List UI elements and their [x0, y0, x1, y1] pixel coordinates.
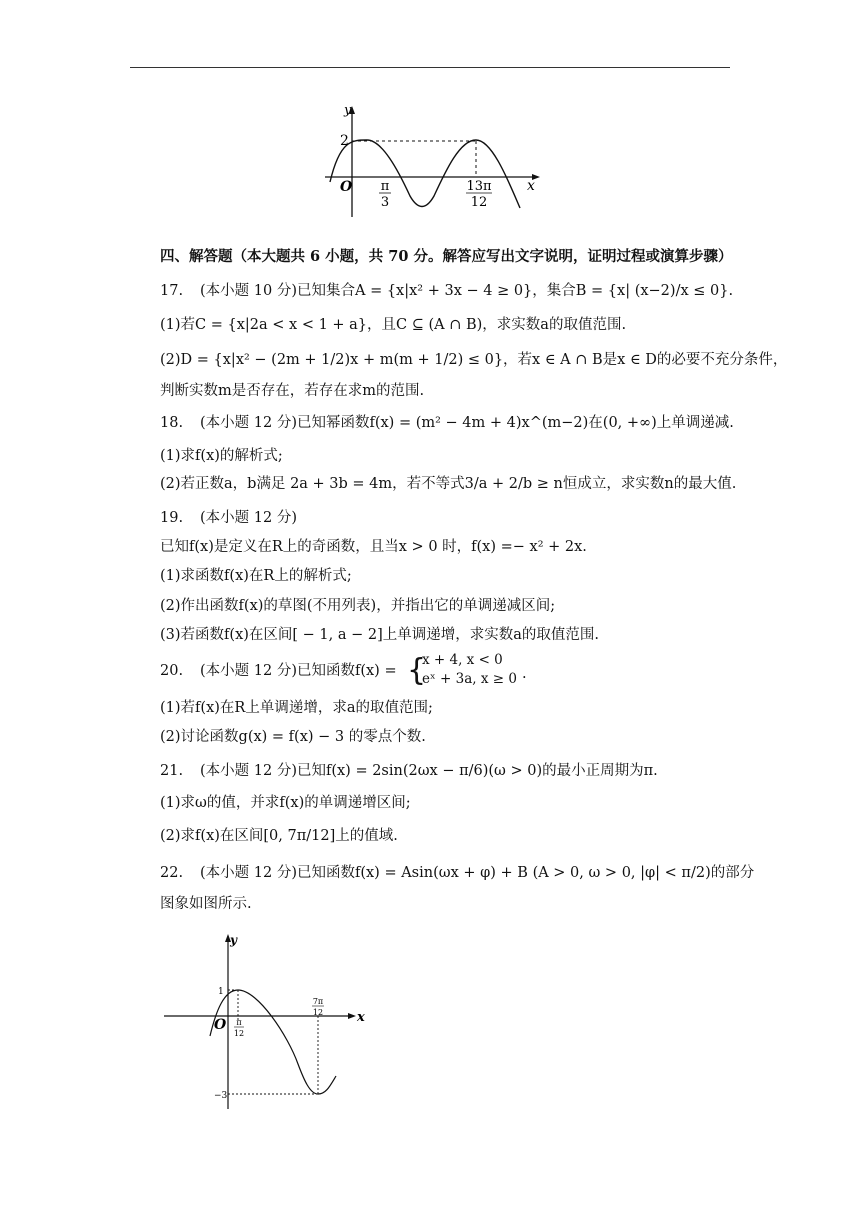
q22-number: 22.: [160, 865, 184, 881]
q22-stem-line: [160, 863, 754, 883]
graph1-x-tick2-num: 13π: [466, 179, 492, 194]
graph2-x-tick1-den: 12: [233, 1029, 245, 1038]
q18-part1: (1)求f(x)的解析式;: [160, 448, 283, 464]
graph2-y-label: y: [230, 933, 237, 947]
q20-stem: (本小题 12 分)已知函数f(x) =: [200, 663, 397, 679]
q21-stem: (本小题 12 分)已知f(x) = 2sin(2ωx − π/6)(ω > 0)的最小正周期为π.: [200, 763, 658, 779]
q20-end-period: .: [522, 666, 527, 682]
graph2-x-tick2-den: 12: [312, 1008, 324, 1017]
graph1-y-tick: 2: [340, 133, 349, 149]
graph1-origin: O: [340, 179, 353, 195]
q21-part1: (1)求ω的值，并求f(x)的单调递增区间;: [160, 795, 411, 811]
graph-sine-1: [310, 100, 550, 220]
q21-part2: (2)求f(x)在区间[0, 7π/12]上的值域.: [160, 828, 398, 844]
q19-given: 已知f(x)是定义在R上的奇函数，且当x > 0 时，f(x) =− x² + 2x.: [160, 539, 587, 555]
graph2-x-tick1-num: π: [236, 1018, 242, 1027]
q20-case1: x + 4, x < 0: [422, 652, 503, 668]
q21-stem-line: [160, 761, 658, 781]
q22-stem: (本小题 12 分)已知函数f(x) = Asin(ωx + φ) + B (A > 0, ω > 0, |φ| < π/2)的部分: [200, 865, 755, 881]
graph2-x-label: x: [357, 1010, 365, 1025]
q19-number: 19.: [160, 510, 184, 526]
q19-part1: (1)求函数f(x)在R上的解析式;: [160, 568, 352, 584]
q20-brace: {: [407, 653, 427, 688]
graph2-y-tick-top: 1: [218, 987, 224, 997]
graph2-origin: O: [214, 1017, 227, 1033]
graph1-x-label: x: [527, 178, 535, 194]
q18-stem-line: [160, 413, 734, 433]
header-rule: [130, 67, 730, 68]
q17-part2-cont: 判断实数m是否存在，若存在求m的范围.: [160, 383, 425, 399]
q18-stem: (本小题 12 分)已知幂函数f(x) = (m² − 4m + 4)x^(m−2)在(0, +∞)上单调递减.: [200, 415, 734, 431]
q19-stem: (本小题 12 分): [200, 510, 297, 526]
q17-part2: (2)D = {x|x² − (2m + 1/2)x + m(m + 1/2) ≤ 0}，若x ∈ A ∩ B是x ∈ D的必要不充分条件，: [160, 352, 788, 368]
q20-case2: eˣ + 3a, x ≥ 0: [422, 671, 517, 687]
q20-part1: (1)若f(x)在R上单调递增，求a的取值范围;: [160, 700, 433, 716]
graph2-x-tick2-num: 7π: [312, 997, 324, 1006]
graph1-x-tick1-num: π: [380, 179, 390, 194]
q19-part3: (3)若函数f(x)在区间[ − 1, a − 2]上单调递增，求实数a的取值范围.: [160, 627, 600, 643]
graph1-y-label: y: [344, 103, 352, 118]
q19-stem-line: [160, 508, 297, 528]
q18-number: 18.: [160, 415, 184, 431]
q17-part1: (1)若C = {x|2a < x < 1 + a}，且C ⊆ (A ∩ B)，求实数a的取值范围.: [160, 317, 627, 333]
q21-number: 21.: [160, 763, 184, 779]
graph1-x-tick2-den: 12: [470, 195, 488, 210]
q17-number: 17.: [160, 283, 184, 299]
q17-stem: (本小题 10 分)已知集合A = {x|x² + 3x − 4 ≥ 0}，集合B = {x| (x−2)/x ≤ 0}.: [200, 283, 734, 299]
q20-number: 20.: [160, 663, 184, 679]
section-heading: 四、解答题（本大题共 6 小题，共 70 分。解答应写出文字说明，证明过程或演算步骤）: [160, 248, 733, 265]
q18-part2: (2)若正数a，b满足 2a + 3b = 4m，若不等式3/a + 2/b ≥ n恒成立，求实数n的最大值.: [160, 476, 737, 492]
graph2-y-tick-bottom: −3: [214, 1091, 228, 1101]
q22-stem-cont: 图象如图所示.: [160, 896, 252, 912]
q19-part2: (2)作出函数f(x)的草图(不用列表)，并指出它的单调递减区间;: [160, 598, 556, 614]
q17-stem-line: [160, 281, 733, 301]
q20-part2: (2)讨论函数g(x) = f(x) − 3 的零点个数.: [160, 729, 426, 745]
q20-stem-line: [160, 661, 397, 681]
graph1-x-tick1-den: 3: [380, 195, 390, 210]
graph-sine-2: [158, 926, 378, 1111]
